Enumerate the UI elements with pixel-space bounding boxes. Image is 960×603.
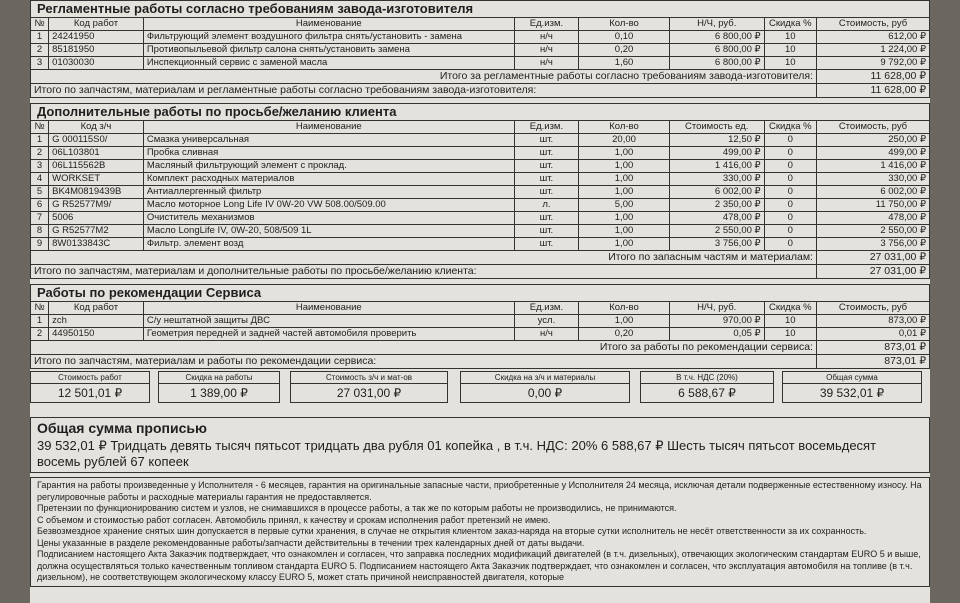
table-body <box>31 134 930 251</box>
col-header: Скидка % <box>764 302 816 315</box>
col-header: Кол-во <box>579 302 670 315</box>
col-header: Наименование <box>143 302 514 315</box>
table-cell: С/у нештатной защиты ДВС <box>143 315 514 328</box>
table-cell: 8 <box>31 225 49 238</box>
table-cell: 1,00 <box>579 315 670 328</box>
table-cell: шт. <box>514 186 578 199</box>
table-cell: 2 <box>31 147 49 160</box>
table-row <box>31 199 930 212</box>
table-cell: 10 <box>764 328 816 341</box>
table-cell: 1,00 <box>579 225 670 238</box>
table-cell: 2 <box>31 328 49 341</box>
table-cell: 970,00 ₽ <box>669 315 764 328</box>
section-grand-value: 873,01 ₽ <box>816 355 929 369</box>
table-cell: 10 <box>764 57 816 70</box>
total-in-words-text: 39 532,01 ₽ Тридцать девять тысяч пятьсот тридцать два рубля 01 копейка , в т.ч. НДС: 20% 6 588,67 ₽ Шесть тысяч пятьсот восемьдесят восемь рублей 67 копеек <box>37 438 877 469</box>
table-row <box>31 44 930 57</box>
table-cell: Фильтрующий элемент воздушного фильтра снять/установить - замена <box>143 31 514 44</box>
section-grand-row <box>31 84 930 98</box>
table-cell: 3 <box>31 57 49 70</box>
table-cell: 6 800,00 ₽ <box>669 44 764 57</box>
table-cell: 5006 <box>49 212 144 225</box>
table-cell: 0,20 <box>579 328 670 341</box>
table-cell: 250,00 ₽ <box>816 134 929 147</box>
table-cell: н/ч <box>514 31 578 44</box>
note-paragraph: Подписанием настоящего Акта Заказчик подтверждает, что ознакомлен и согласен, что заправка последних модификаций двигателей (в т.ч. дизельных), отвечающих экологическим стандартам EURO 5 и выше, должна осуществляться только качественным топливом стандарта EURO 5. Подписанием настоящего Акта Заказчик подтверждает, что ознакомлен и согласен, что эксплуатация автомобиля на топливе (в т.ч. дизельном), не соответствующем экологическому классу EURO 5, может стать причиной неисправностей двигателя, которые <box>37 549 921 582</box>
table-cell: 1 416,00 ₽ <box>816 160 929 173</box>
table-cell: Масло LongLife IV, 0W-20, 508/509 1L <box>143 225 514 238</box>
table-cell: WORKSET <box>49 173 144 186</box>
table-row <box>31 238 930 251</box>
summary-value: 39 532,01 ₽ <box>782 384 922 403</box>
table-cell: усл. <box>514 315 578 328</box>
section-grand-value: 27 031,00 ₽ <box>816 265 929 279</box>
table-row <box>31 134 930 147</box>
section-total-row <box>31 70 930 84</box>
section-grand-label: Итого по запчастям, материалам и работы по рекомендации сервиса: <box>31 355 817 369</box>
table-cell: 2 350,00 ₽ <box>669 199 764 212</box>
col-header: № <box>31 18 49 31</box>
table-cell: 10 <box>764 31 816 44</box>
section-total-label: Итого за работы по рекомендации сервиса: <box>31 341 817 355</box>
table-cell: 3 756,00 ₽ <box>669 238 764 251</box>
table-cell: 85181950 <box>49 44 144 57</box>
col-header: Н/Ч, руб. <box>669 302 764 315</box>
col-header: Стоимость ед. <box>669 121 764 134</box>
col-header: Код работ <box>49 302 144 315</box>
table-cell: 1,00 <box>579 147 670 160</box>
table-cell: 6 800,00 ₽ <box>669 57 764 70</box>
table-cell: 0 <box>764 238 816 251</box>
table-row <box>31 225 930 238</box>
table-cell: 1,00 <box>579 186 670 199</box>
table-cell: 1 416,00 ₽ <box>669 160 764 173</box>
table-cell: 2 <box>31 44 49 57</box>
table-cell: G R52577M9/ <box>49 199 144 212</box>
table-header <box>31 18 930 31</box>
table-cell: Комплект расходных материалов <box>143 173 514 186</box>
table-cell: 478,00 ₽ <box>816 212 929 225</box>
section-total-row <box>31 251 930 265</box>
col-header: Ед.изм. <box>514 302 578 315</box>
col-header: № <box>31 302 49 315</box>
table-cell: шт. <box>514 212 578 225</box>
section-title: Дополнительные работы по просьбе/желанию клиента <box>31 104 930 121</box>
section-grand-row <box>31 265 930 279</box>
table-cell: 1 <box>31 134 49 147</box>
table-body <box>31 315 930 341</box>
section-title: Регламентные работы согласно требованиям завода-изготовителя <box>31 1 930 18</box>
col-header: Стоимость, руб <box>816 302 929 315</box>
summary-value: 0,00 ₽ <box>460 384 630 403</box>
section-grand-row <box>31 355 930 369</box>
table-cell: 1 <box>31 315 49 328</box>
summary-label: Скидка на з/ч и материалы <box>460 371 630 384</box>
table-cell: н/ч <box>514 328 578 341</box>
note-paragraph: Безвозмездное хранение снятых шин допускается в первые сутки хранения, в случае не открытия клиентом заказ-наряда на вторые сутки исполнитель не несёт ответственности за их сохранность. <box>37 526 867 536</box>
table-row <box>31 147 930 160</box>
table-cell: шт. <box>514 160 578 173</box>
table-cell: 3 756,00 ₽ <box>816 238 929 251</box>
table-cell: Очиститель механизмов <box>143 212 514 225</box>
table-row <box>31 212 930 225</box>
section-total-value: 27 031,00 ₽ <box>816 251 929 265</box>
table-header <box>31 121 930 134</box>
col-header: Код работ <box>49 18 144 31</box>
note-paragraph: Цены указанные в разделе рекомендованные работы/запчасти действительны в течении трех календарных дней от даты выдачи. <box>37 537 585 548</box>
table-cell: 5,00 <box>579 199 670 212</box>
section-total-row <box>31 341 930 355</box>
table-cell: Пробка сливная <box>143 147 514 160</box>
table-cell: 0 <box>764 160 816 173</box>
section-total-value: 11 628,00 ₽ <box>816 70 929 84</box>
col-header: Наименование <box>143 121 514 134</box>
summary-label: Стоимость работ <box>30 371 150 384</box>
table-cell: шт. <box>514 238 578 251</box>
table-cell: 9 792,00 ₽ <box>816 57 929 70</box>
summary-value: 6 588,67 ₽ <box>640 384 774 403</box>
col-header: Кол-во <box>579 18 670 31</box>
table-cell: 2 550,00 ₽ <box>816 225 929 238</box>
table-cell: л. <box>514 199 578 212</box>
table-cell: 1,60 <box>579 57 670 70</box>
section-title: Работы по рекомендации Сервиса <box>31 285 930 302</box>
table-cell: шт. <box>514 225 578 238</box>
note-paragraph: Претензии по функционированию систем и узлов, не снимавшихся в процессе работы, а так же по которым работы не производились, не принимаются. <box>37 503 677 513</box>
work-order-sheet <box>30 0 930 603</box>
table-cell: 499,00 ₽ <box>816 147 929 160</box>
table-cell: 1,00 <box>579 173 670 186</box>
table-cell: Смазка универсальная <box>143 134 514 147</box>
table-cell: 11 750,00 ₽ <box>816 199 929 212</box>
summary-box-parts-cost <box>290 371 448 403</box>
table-cell: Инспекционный сервис с заменой масла <box>143 57 514 70</box>
summary-label: Общая сумма <box>782 371 922 384</box>
table-cell: 8W0133843C <box>49 238 144 251</box>
table-cell: н/ч <box>514 57 578 70</box>
table-cell: zch <box>49 315 144 328</box>
table-cell: 10 <box>764 315 816 328</box>
summary-value: 12 501,01 ₽ <box>30 384 150 403</box>
table-cell: 873,00 ₽ <box>816 315 929 328</box>
table-cell: 0,01 ₽ <box>816 328 929 341</box>
table-cell: 5 <box>31 186 49 199</box>
note-paragraph: С объемом и стоимостью работ согласен. Автомобиль принял, к качеству и срокам исполнения работ претензий не имею. <box>37 514 551 525</box>
table-cell: 1,00 <box>579 160 670 173</box>
col-header: № <box>31 121 49 134</box>
section-grand-label: Итого по запчастям, материалам и дополнительные работы по просьбе/желанию клиента: <box>31 265 817 279</box>
table-cell: шт. <box>514 173 578 186</box>
table-cell: Антиаллергенный фильтр <box>143 186 514 199</box>
table-cell: н/ч <box>514 44 578 57</box>
table-body <box>31 31 930 70</box>
table-row <box>31 173 930 186</box>
section-total-value: 873,01 ₽ <box>816 341 929 355</box>
table-cell: G 000115S0/ <box>49 134 144 147</box>
table-row <box>31 186 930 199</box>
table-cell: Фильтр. элемент возд <box>143 238 514 251</box>
table-cell: 1 <box>31 31 49 44</box>
table-cell: 0,20 <box>579 44 670 57</box>
table-cell: 06L115562B <box>49 160 144 173</box>
summary-box-total <box>782 371 922 403</box>
total-in-words <box>30 417 930 473</box>
table-cell: 0 <box>764 186 816 199</box>
summary-label: Скидка на работы <box>158 371 280 384</box>
table-cell: BK4M0819439B <box>49 186 144 199</box>
table-cell: 7 <box>31 212 49 225</box>
terms-notes <box>30 477 930 587</box>
table-cell: 44950150 <box>49 328 144 341</box>
table-cell: 20,00 <box>579 134 670 147</box>
col-header: Кол-во <box>579 121 670 134</box>
table-cell: 06L103801 <box>49 147 144 160</box>
summary-label: Стоимость з/ч и мат-ов <box>290 371 448 384</box>
col-header: Скидка % <box>764 18 816 31</box>
table-cell: 0 <box>764 225 816 238</box>
col-header: Стоимость, руб <box>816 121 929 134</box>
summary-box-work-cost <box>30 371 150 403</box>
table-cell: 6 002,00 ₽ <box>669 186 764 199</box>
table-header <box>31 302 930 315</box>
table-cell: шт. <box>514 147 578 160</box>
col-header: Скидка % <box>764 121 816 134</box>
table-row <box>31 328 930 341</box>
table-cell: 24241950 <box>49 31 144 44</box>
table-cell: 330,00 ₽ <box>816 173 929 186</box>
scheduled-works-table <box>30 0 930 98</box>
additional-works-table <box>30 103 930 279</box>
table-row <box>31 57 930 70</box>
col-header: Наименование <box>143 18 514 31</box>
section-total-label: Итого за регламентные работы согласно требованиям завода-изготовителя: <box>31 70 817 84</box>
table-cell: Геометрия передней и задней частей автомобиля проверить <box>143 328 514 341</box>
table-cell: 499,00 ₽ <box>669 147 764 160</box>
table-cell: 9 <box>31 238 49 251</box>
table-cell: 1,00 <box>579 238 670 251</box>
col-header: Ед.изм. <box>514 121 578 134</box>
table-cell: 0 <box>764 173 816 186</box>
summary-bar <box>30 371 930 415</box>
section-total-label: Итого по запасным частям и материалам: <box>31 251 817 265</box>
summary-label: В т.ч. НДС (20%) <box>640 371 774 384</box>
table-cell: 2 550,00 ₽ <box>669 225 764 238</box>
table-cell: 1 224,00 ₽ <box>816 44 929 57</box>
table-cell: 478,00 ₽ <box>669 212 764 225</box>
table-cell: G R52577M2 <box>49 225 144 238</box>
table-cell: 4 <box>31 173 49 186</box>
table-cell: 1,00 <box>579 212 670 225</box>
summary-box-parts-discount <box>460 371 630 403</box>
table-cell: шт. <box>514 134 578 147</box>
section-grand-label: Итого по запчастям, материалам и регламентные работы согласно требованиям завода-изготовителя: <box>31 84 817 98</box>
table-cell: Масло моторное Long Life IV 0W-20 VW 508.00/509.00 <box>143 199 514 212</box>
table-cell: 330,00 ₽ <box>669 173 764 186</box>
table-cell: 12,50 ₽ <box>669 134 764 147</box>
recommended-works-table <box>30 284 930 369</box>
section-grand-value: 11 628,00 ₽ <box>816 84 929 98</box>
table-cell: 0 <box>764 199 816 212</box>
table-cell: 0 <box>764 212 816 225</box>
table-cell: 0,10 <box>579 31 670 44</box>
table-cell: 6 <box>31 199 49 212</box>
table-cell: 10 <box>764 44 816 57</box>
table-cell: 0 <box>764 147 816 160</box>
note-paragraph: Гарантия на работы произведенные у Исполнителя - 6 месяцев, гарантия на оригинальные запасные части, приобретенные у Исполнителя 24 месяца, исключая детали подверженные естественному износу. На регулировочные работы и расходные материалы гарантия не предоставляется. <box>37 480 922 502</box>
summary-box-work-discount <box>158 371 280 403</box>
table-cell: 0 <box>764 134 816 147</box>
table-cell: Противопыльевой фильтр салона снять/установить замена <box>143 44 514 57</box>
summary-box-vat <box>640 371 774 403</box>
table-cell: 01030030 <box>49 57 144 70</box>
table-cell: Масляный фильтрующий элемент с проклад. <box>143 160 514 173</box>
table-cell: 6 800,00 ₽ <box>669 31 764 44</box>
table-row <box>31 31 930 44</box>
table-cell: 0,05 ₽ <box>669 328 764 341</box>
table-cell: 612,00 ₽ <box>816 31 929 44</box>
summary-value: 27 031,00 ₽ <box>290 384 448 403</box>
table-row <box>31 315 930 328</box>
summary-value: 1 389,00 ₽ <box>158 384 280 403</box>
total-in-words-title: Общая сумма прописью <box>37 420 207 436</box>
col-header: Н/Ч, руб. <box>669 18 764 31</box>
table-row <box>31 160 930 173</box>
table-cell: 3 <box>31 160 49 173</box>
col-header: Ед.изм. <box>514 18 578 31</box>
col-header: Код з/ч <box>49 121 144 134</box>
table-cell: 6 002,00 ₽ <box>816 186 929 199</box>
col-header: Стоимость, руб <box>816 18 929 31</box>
